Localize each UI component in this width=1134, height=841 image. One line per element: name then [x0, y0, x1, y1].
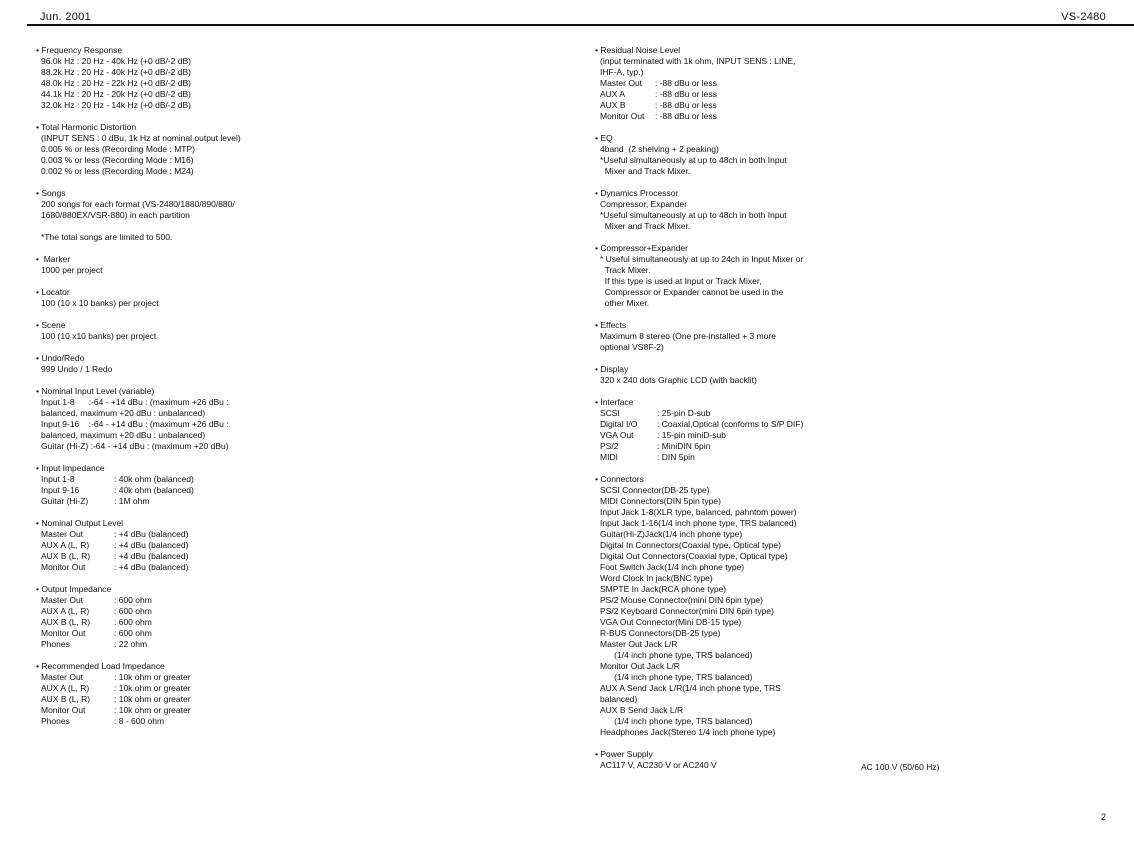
power-supply-section	[595, 749, 1115, 771]
spec-key: AUX A (L, R)	[41, 540, 90, 550]
section-title: • Interface	[595, 397, 634, 407]
spec-value: : +4 dBu (balanced)	[114, 562, 189, 572]
spec-line: Foot Switch Jack(1/4 inch phone type)	[600, 562, 745, 572]
spec-row	[36, 705, 556, 716]
spec-line: balanced)	[600, 694, 638, 704]
spec-line: * Useful simultaneously at up to 24ch in Input Mixer or	[600, 254, 804, 264]
header-date: Jun. 2001	[40, 11, 92, 23]
section-title: • Frequency Response	[36, 45, 123, 55]
spec-value: : +4 dBu (balanced)	[114, 529, 189, 539]
spec-row	[36, 606, 556, 617]
spec-row	[595, 452, 1115, 463]
spec-line: 0.003 % or less (Recording Mode : M16)	[41, 155, 194, 165]
spec-line: AUX B Send Jack L/R	[600, 705, 684, 715]
spec-key: Digital I/O	[600, 419, 638, 429]
spec-line: balanced, maximum +20 dBu : unbalanced)	[41, 430, 206, 440]
spec-key: PS/2	[600, 441, 619, 451]
spec-value: : 600 ohm	[114, 628, 152, 638]
spec-line: Maximum 8 stereo (One pre-installed + 3 more	[600, 331, 776, 341]
spec-row	[595, 78, 1115, 89]
compressor-expander-section	[595, 243, 1115, 309]
spec-key: AUX B (L, R)	[41, 694, 91, 704]
spec-row	[36, 683, 556, 694]
nominal-input-level-section	[36, 386, 556, 452]
spec-line: (1/4 inch phone type, TRS balanced)	[600, 672, 753, 682]
spec-key: Input 1-8	[41, 474, 75, 484]
spec-line: If this type is used at Input or Track Mixer,	[600, 276, 762, 286]
spec-row	[36, 562, 556, 573]
power-supply-note: AC 100 V (50/60 Hz)	[861, 762, 940, 772]
left-column	[36, 45, 556, 738]
section-title: • Output Impedance	[36, 584, 112, 594]
section-title: • Marker	[36, 254, 71, 264]
spec-row	[36, 716, 556, 727]
spec-line: 100 (10 x10 banks) per project	[41, 331, 157, 341]
spec-row	[36, 485, 556, 496]
spec-key: Monitor Out	[41, 562, 86, 572]
spec-line: AC117 V, AC230 V or AC240 V	[600, 760, 717, 770]
spec-value: : 10k ohm or greater	[114, 705, 191, 715]
spec-value: : 25-pin D-sub	[657, 408, 711, 418]
spec-line: Input Jack 1-16(1/4 inch phone type, TRS balanced)	[600, 518, 797, 528]
spec-value: : Coaxial,Optical (conforms to S/P DIF)	[657, 419, 804, 429]
section-title: • Scene	[36, 320, 66, 330]
spec-line: Digital Out Connectors(Coaxial type, Optical type)	[600, 551, 788, 561]
spec-line: 0.005 % or less (Recording Mode : MTP)	[41, 144, 196, 154]
spec-key: Master Out	[41, 529, 84, 539]
spec-value: : 10k ohm or greater	[114, 683, 191, 693]
spec-key: Monitor Out	[600, 111, 645, 121]
spec-line: PS/2 Mouse Connector(mini DIN 6pin type)	[600, 595, 763, 605]
page-number: 2	[1100, 812, 1106, 822]
spec-value: : 1M ohm	[114, 496, 150, 506]
spec-value: : 600 ohm	[114, 595, 152, 605]
spec-row	[36, 595, 556, 606]
spec-line: 320 x 240 dots Graphic LCD (with backlit)	[600, 375, 757, 385]
frequency-response-section	[36, 45, 556, 111]
right-column	[595, 45, 1115, 782]
spec-line: VGA Out Connector(Mini DB-15 type)	[600, 617, 742, 627]
spec-value: : MiniDIN 6pin	[657, 441, 711, 451]
songs-note: *The total songs are limited to 500.	[41, 232, 173, 242]
dynamics-processor-section	[595, 188, 1115, 232]
spec-key: AUX B	[600, 100, 626, 110]
section-title: • Effects	[595, 320, 627, 330]
spec-line: 88.2k Hz : 20 Hz - 40k Hz (+0 dB/-2 dB)	[41, 67, 191, 77]
spec-line: Compressor, Expander	[600, 199, 687, 209]
spec-row	[36, 474, 556, 485]
spec-line: Monitor Out Jack L/R	[600, 661, 680, 671]
songs-section	[36, 188, 556, 243]
spec-key: Master Out	[600, 78, 643, 88]
header-model: VS-2480	[1061, 11, 1106, 23]
spec-value: : 40k ohm (balanced)	[114, 474, 194, 484]
spec-line: 32.0k Hz : 20 Hz - 14k Hz (+0 dB/-2 dB)	[41, 100, 191, 110]
spec-row	[36, 672, 556, 683]
spec-line: other Mixer.	[600, 298, 650, 308]
spec-key: Master Out	[41, 595, 84, 605]
spec-line: R-BUS Connectors(DB-25 type)	[600, 628, 721, 638]
spec-value: : 22 ohm	[114, 639, 148, 649]
section-title: • Nominal Input Level (variable)	[36, 386, 155, 396]
spec-key: Guitar (Hi-Z)	[41, 496, 89, 506]
spec-key: Phones	[41, 716, 70, 726]
spec-line: Digital In Connectors(Coaxial type, Optical type)	[600, 540, 781, 550]
spec-line: balanced, maximum +20 dBu : unbalanced)	[41, 408, 206, 418]
spec-line: 0.002 % or less (Recording Mode : M24)	[41, 166, 194, 176]
spec-value: : DIN 5pin	[657, 452, 695, 462]
spec-value: : 8 - 600 ohm	[114, 716, 165, 726]
spec-line: IHF-A, typ.)	[600, 67, 644, 77]
spec-line: Headphones Jack(Stereo 1/4 inch phone type)	[600, 727, 776, 737]
spec-row	[36, 628, 556, 639]
spec-line: 100 (10 x 10 banks) per project	[41, 298, 159, 308]
spec-value: : 40k ohm (balanced)	[114, 485, 194, 495]
section-title: • Residual Noise Level	[595, 45, 681, 55]
eq-section	[595, 133, 1115, 177]
spec-value: : 10k ohm or greater	[114, 694, 191, 704]
spec-line: 44.1k Hz : 20 Hz - 20k Hz (+0 dB/-2 dB)	[41, 89, 191, 99]
spec-line: (input terminated with 1k ohm, INPUT SENS : LINE,	[600, 56, 796, 66]
spec-line: MIDI Connectors(DIN 5pin type)	[600, 496, 721, 506]
scene-section	[36, 320, 556, 342]
section-title: • Input Impedance	[36, 463, 105, 473]
spec-value: : 10k ohm or greater	[114, 672, 191, 682]
spec-key: AUX B (L, R)	[41, 617, 91, 627]
spec-row	[595, 419, 1115, 430]
spec-row	[36, 551, 556, 562]
spec-line: Guitar (Hi-Z) :-64 - +14 dBu : (maximum +20 dBu)	[41, 441, 229, 451]
spec-key: AUX A (L, R)	[41, 683, 90, 693]
spec-value: : 15-pin miniD-sub	[657, 430, 726, 440]
spec-line: Mixer and Track Mixer.	[600, 166, 691, 176]
spec-value: : 600 ohm	[114, 617, 152, 627]
spec-line: PS/2 Keyboard Connector(mini DIN 6pin type)	[600, 606, 774, 616]
spec-row	[36, 496, 556, 507]
section-title: • Nominal Output Level	[36, 518, 124, 528]
spec-value: : +4 dBu (balanced)	[114, 540, 189, 550]
output-impedance-section	[36, 584, 556, 650]
section-title: • Recommended Load Impedance	[36, 661, 165, 671]
spec-row	[36, 639, 556, 650]
spec-line: 4band (2 shelving + 2 peaking)	[600, 144, 719, 154]
undo-redo-section	[36, 353, 556, 375]
spec-row	[595, 89, 1115, 100]
section-title: • Locator	[36, 287, 70, 297]
spec-line: Master Out Jack L/R	[600, 639, 678, 649]
spec-line: (1/4 inch phone type, TRS balanced)	[600, 716, 753, 726]
recommended-load-impedance-section	[36, 661, 556, 727]
spec-line: Word Clock In jack(BNC type)	[600, 573, 713, 583]
spec-value: : -88 dBu or less	[655, 78, 717, 88]
interface-section	[595, 397, 1115, 463]
spec-key: Monitor Out	[41, 628, 86, 638]
nominal-output-level-section	[36, 518, 556, 573]
connectors-section	[595, 474, 1115, 738]
spec-row	[36, 694, 556, 705]
spec-line: Track Mixer.	[600, 265, 651, 275]
spec-row	[36, 529, 556, 540]
spec-row	[595, 111, 1115, 122]
spec-key: AUX A	[600, 89, 626, 99]
spec-key: Monitor Out	[41, 705, 86, 715]
spec-value: : -88 dBu or less	[655, 89, 717, 99]
spec-value: : 600 ohm	[114, 606, 152, 616]
spec-key: MIDI	[600, 452, 618, 462]
spec-row	[595, 408, 1115, 419]
section-title: • Power Supply	[595, 749, 653, 759]
spec-line: AUX A Send Jack L/R(1/4 inch phone type, TRS	[600, 683, 781, 693]
spec-row	[36, 540, 556, 551]
section-title: • EQ	[595, 133, 613, 143]
spec-row	[36, 617, 556, 628]
effects-section	[595, 320, 1115, 353]
spec-line: 1680/880EX/VSR-880) in each partition	[41, 210, 190, 220]
spec-key: SCSI	[600, 408, 620, 418]
spec-line: *Useful simultaneously at up to 48ch in both Input	[600, 155, 787, 165]
spec-line: (INPUT SENS : 0 dBu, 1k Hz at nominal output level)	[41, 133, 241, 143]
spec-line: *Useful simultaneously at up to 48ch in both Input	[600, 210, 787, 220]
display-section	[595, 364, 1115, 386]
spec-key: AUX B (L, R)	[41, 551, 91, 561]
spec-value: : -88 dBu or less	[655, 111, 717, 121]
section-title: • Connectors	[595, 474, 644, 484]
section-title: • Songs	[36, 188, 66, 198]
header-rule	[27, 24, 1134, 26]
spec-key: Master Out	[41, 672, 84, 682]
section-title: • Display	[595, 364, 629, 374]
spec-value: : +4 dBu (balanced)	[114, 551, 189, 561]
section-title: • Undo/Redo	[36, 353, 85, 363]
section-title: • Total Harmonic Distortion	[36, 122, 137, 132]
section-title: • Compressor+Expander	[595, 243, 688, 253]
residual-noise-section	[595, 45, 1115, 122]
section-title: • Dynamics Processor	[595, 188, 679, 198]
spec-line: 200 songs for each format (VS-2480/1880/890/880/	[41, 199, 235, 209]
spec-line: Compressor or Expander cannot be used in the	[600, 287, 784, 297]
spec-row	[595, 430, 1115, 441]
spec-line: (1/4 inch phone type, TRS balanced)	[600, 650, 753, 660]
spec-line: Mixer and Track Mixer.	[600, 221, 691, 231]
marker-section	[36, 254, 556, 276]
spec-line: Input Jack 1-8(XLR type, balanced, pahntom power)	[600, 507, 797, 517]
spec-line: Input 1-8 :-64 - +14 dBu : (maximum +26 dBu :	[41, 397, 229, 407]
spec-key: VGA Out	[600, 430, 634, 440]
input-impedance-section	[36, 463, 556, 507]
spec-line: 999 Undo / 1 Redo	[41, 364, 113, 374]
spec-line: 48.0k Hz : 20 Hz - 22k Hz (+0 dB/-2 dB)	[41, 78, 191, 88]
spec-line: SCSI Connector(DB-25 type)	[600, 485, 710, 495]
spec-key: AUX A (L, R)	[41, 606, 90, 616]
spec-line: optional VS8F-2)	[600, 342, 664, 352]
spec-line: 96.0k Hz : 20 Hz - 40k Hz (+0 dB/-2 dB)	[41, 56, 191, 66]
locator-section	[36, 287, 556, 309]
spec-line: SMPTE In Jack(RCA phone type)	[600, 584, 727, 594]
spec-key: Phones	[41, 639, 70, 649]
spec-value: : -88 dBu or less	[655, 100, 717, 110]
thd-section	[36, 122, 556, 177]
spec-row	[595, 441, 1115, 452]
spec-key: Input 9-16	[41, 485, 80, 495]
spec-line: 1000 per project	[41, 265, 103, 275]
spec-line: Guitar(Hi-Z)Jack(1/4 inch phone type)	[600, 529, 743, 539]
spec-line: Input 9-16 :-64 - +14 dBu : (maximum +26 dBu :	[41, 419, 229, 429]
spec-row	[595, 100, 1115, 111]
